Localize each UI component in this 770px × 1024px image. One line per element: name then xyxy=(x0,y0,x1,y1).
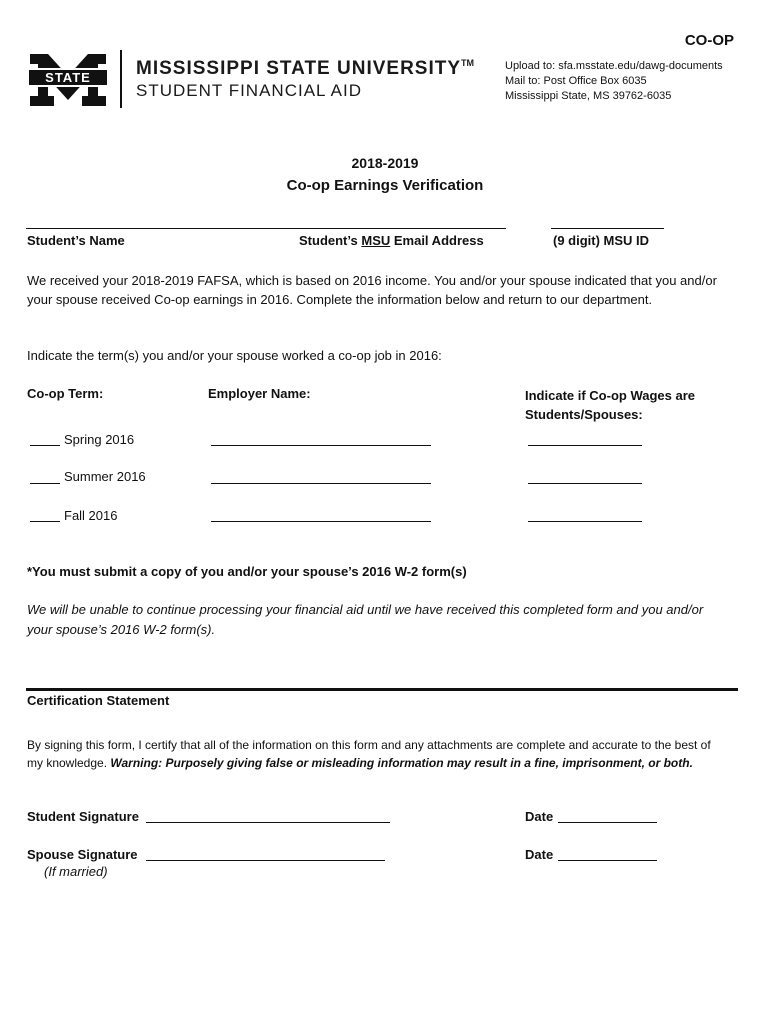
msu-id-label: (9 digit) MSU ID xyxy=(553,233,650,248)
summer-employer-line[interactable] xyxy=(211,483,431,484)
msu-id-line[interactable] xyxy=(551,228,664,229)
spring-wages-line[interactable] xyxy=(528,445,642,446)
msu-logo xyxy=(26,52,110,108)
student-signature-line[interactable] xyxy=(146,822,390,823)
employer-name-header: Employer Name: xyxy=(208,386,311,401)
processing-warning: We will be unable to continue processing your financial aid until we have received this completed form and you and/or your spouse’s 2016 W-2 form(s). xyxy=(27,602,704,637)
indicate-terms-text: Indicate the term(s) you and/or your spouse worked a co-op job in 2016: xyxy=(27,348,442,363)
university-name: MISSISSIPPI STATE UNIVERSITY™ xyxy=(136,58,475,79)
mail-address: Mail to: Post Office Box 6035 xyxy=(505,75,647,87)
student-name-email-line[interactable] xyxy=(26,228,506,229)
contact-info xyxy=(505,59,723,104)
email-label: Student’s MSU Email Address xyxy=(299,233,484,248)
term-summer: Summer 2016 xyxy=(64,469,146,484)
wages-header: Indicate if Co-op Wages are Students/Spouses: xyxy=(525,388,695,422)
aid-year: 2018-2019 xyxy=(351,155,419,171)
spring-employer-line[interactable] xyxy=(211,445,431,446)
student-date-label: Date xyxy=(525,809,554,824)
certification-heading: Certification Statement xyxy=(27,693,170,708)
city-address: Mississippi State, MS 39762-6035 xyxy=(505,90,672,102)
w2-requirement-note: *You must submit a copy of you and/or your spouse’s 2016 W-2 form(s) xyxy=(27,564,467,579)
coop-term-header: Co-op Term: xyxy=(27,386,104,401)
fall-employer-line[interactable] xyxy=(211,521,431,522)
spouse-signature-line[interactable] xyxy=(146,860,385,861)
trademark: TM xyxy=(461,58,475,68)
logo-divider xyxy=(120,50,122,108)
spring-check-line[interactable] xyxy=(30,445,60,446)
email-msu-text: MSU xyxy=(361,233,391,248)
department-name: STUDENT FINANCIAL AID xyxy=(136,81,362,100)
student-signature-label: Student Signature xyxy=(27,809,139,824)
fall-check-line[interactable] xyxy=(30,521,60,522)
logo-state-text: STATE xyxy=(45,70,91,85)
fall-wages-line[interactable] xyxy=(528,521,642,522)
intro-paragraph: We received your 2018-2019 FAFSA, which is based on 2016 income. You and/or your spouse indicated that you and/or your spouse received Co-op earnings in 2016. Complete the information below and return to our department. xyxy=(27,273,717,307)
spouse-date-line[interactable] xyxy=(558,860,657,861)
student-date-line[interactable] xyxy=(558,822,657,823)
form-title: Co-op Earnings Verification xyxy=(286,177,484,194)
spouse-date-label: Date xyxy=(525,847,554,862)
form-code: CO-OP xyxy=(684,32,734,49)
term-fall: Fall 2016 xyxy=(64,508,118,523)
if-married-note: (If married) xyxy=(44,864,108,879)
spouse-signature-label: Spouse Signature xyxy=(27,847,138,862)
summer-check-line[interactable] xyxy=(30,483,60,484)
certification-text: By signing this form, I certify that all of the information on this form and any attachments are complete and accurate to the best of my knowledge. Warning: Purposely giving false or misleading information may result in a fine, imprisonment, or both. xyxy=(27,738,711,770)
certification-warning: Warning: Purposely giving false or misleading information may result in a fine, imprisonment, or both. xyxy=(110,756,693,770)
upload-address: Upload to: sfa.msstate.edu/dawg-documents xyxy=(505,60,723,72)
term-spring: Spring 2016 xyxy=(64,432,135,447)
student-name-label: Student’s Name xyxy=(27,233,125,248)
summer-wages-line[interactable] xyxy=(528,483,642,484)
section-divider xyxy=(26,688,738,691)
